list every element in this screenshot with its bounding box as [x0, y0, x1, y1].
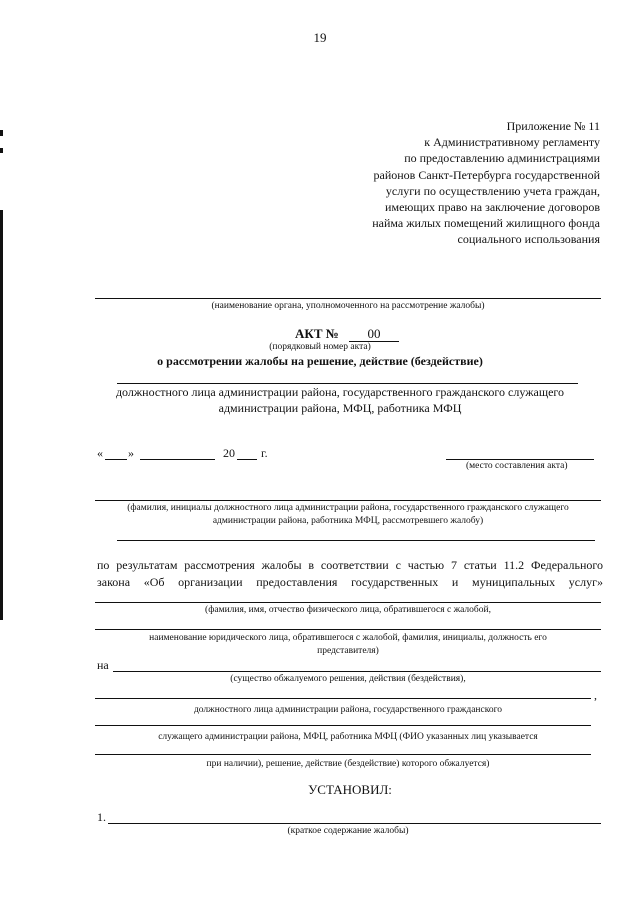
reviewer-caption-1: (фамилия, инициалы должностного лица администрации района, государственного гражданского служащего [127, 503, 569, 513]
on-label: на [97, 658, 109, 672]
legal-entity-caption-1: наименование юридического лица, обратившегося с жалобой, фамилия, инициалы, должность его [149, 633, 547, 643]
employee-field-line[interactable] [95, 754, 591, 755]
body-line-1: по результатам рассмотрения жалобы в соответствии с частью 7 статьи 11.2 Федерального [97, 558, 603, 572]
decision-comma: , [594, 688, 597, 702]
essence-field-line[interactable] [113, 671, 601, 672]
appendix-header [300, 118, 600, 248]
subject-line [117, 383, 578, 384]
employee-caption: служащего администрации района, МФЦ, работника МФЦ (ФИО указанных лиц указывается [158, 732, 538, 742]
applicant-field-line[interactable] [95, 602, 601, 603]
essence-caption: (существо обжалуемого решения, действия (бездействия), [230, 674, 466, 684]
appendix-line: услуги по осуществлению учета граждан, [385, 183, 600, 198]
appendix-line: Приложение № 11 [506, 119, 600, 133]
act-title: АКТ № [295, 326, 339, 341]
body-line-2: закона «Об организации предоставления государственных и муниципальных услуг» [97, 575, 603, 589]
place-caption: (место составления акта) [466, 461, 568, 471]
established-heading: УСТАНОВИЛ: [308, 782, 392, 797]
appendix-line: имеющих право на заключение договоров [385, 200, 600, 215]
decision-field-line[interactable] [95, 698, 591, 699]
reviewer-second-line[interactable] [117, 540, 595, 541]
month-field[interactable] [140, 459, 215, 460]
complaint-summary-field[interactable] [108, 823, 601, 824]
place-field[interactable] [446, 459, 594, 460]
authority-caption: (наименование органа, уполномоченного на рассмотрение жалобы) [211, 301, 485, 311]
act-number[interactable]: 00 [367, 326, 381, 341]
act-line-2: администрации района, МФЦ, работника МФЦ [218, 401, 462, 415]
reviewer-field-line[interactable] [95, 500, 601, 501]
if-any-caption: при наличии), решение, действие (бездействие) которого обжалуется) [206, 759, 490, 769]
year-field[interactable] [237, 459, 257, 460]
appendix-line: социального использования [457, 232, 600, 247]
authority-field-line[interactable] [95, 298, 601, 299]
year-prefix: 20 [223, 446, 235, 460]
appendix-line: найма жилых помещений жилищного фонда [372, 216, 600, 231]
appendix-line: районов Санкт-Петербурга государственной [373, 167, 600, 182]
reviewer-caption-2: администрации района, работника МФЦ, рассмотревшего жалобу) [212, 516, 484, 526]
appendix-line: по предоставлению администрациями [404, 151, 600, 166]
official-field-line[interactable] [95, 725, 591, 726]
complaint-summary-caption: (краткое содержание жалобы) [287, 826, 409, 836]
item-number: 1. [97, 810, 106, 824]
appendix-line: к Административному регламенту [424, 135, 600, 150]
act-line-1: должностного лица администрации района, государственного гражданского служащего [115, 385, 565, 399]
day-field[interactable] [105, 459, 127, 460]
scan-mark [0, 130, 3, 136]
applicant-caption: (фамилия, имя, отчество физического лица, обратившегося с жалобой, [205, 605, 491, 615]
date-open-quote: « [97, 446, 103, 460]
scan-mark [0, 148, 3, 153]
date-close-quote: » [128, 446, 134, 460]
official-caption: должностного лица администрации района, государственного гражданского [193, 705, 503, 715]
legal-entity-caption-2: представителя) [317, 646, 379, 656]
year-suffix: г. [261, 446, 268, 460]
act-number-caption: (порядковый номер акта) [269, 342, 371, 352]
page-number: 19 [313, 30, 327, 45]
legal-entity-field-line[interactable] [95, 629, 601, 630]
act-subject: о рассмотрении жалобы на решение, действие (бездействие) [157, 354, 483, 368]
